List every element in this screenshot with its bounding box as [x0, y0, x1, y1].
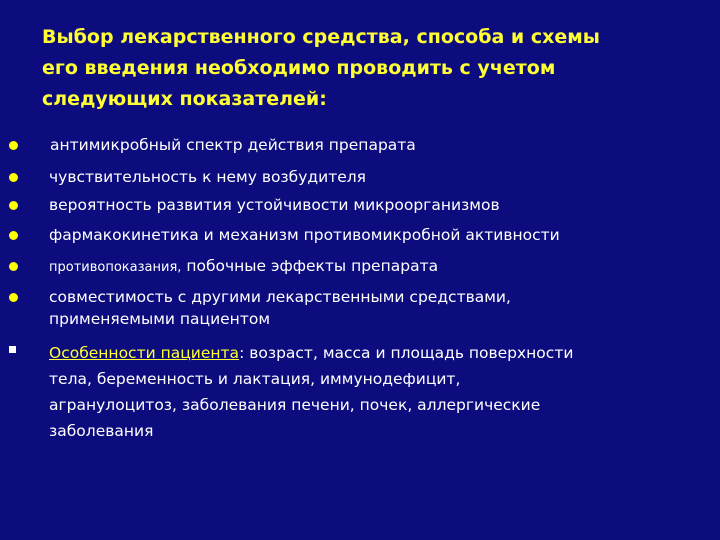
bullet-dot-icon [9, 141, 18, 150]
bullet-dot-icon [9, 201, 18, 210]
patient-features-text [49, 340, 709, 444]
list-item-text: вероятность развития устойчивости микроорганизмов [49, 196, 500, 214]
side-effects-text: побочные эффекты препарата [181, 257, 439, 275]
contraindications-text: противопоказания, [49, 260, 182, 275]
slide-title [42, 22, 682, 115]
patient-line-3: агранулоцитоз, заболевания печени, почек, аллергические [49, 396, 541, 414]
bullet-square-icon [9, 346, 16, 353]
title-line-1: Выбор лекарственного средства, способа и схемы [42, 26, 600, 48]
title-line-2: его введения необходимо проводить с учетом [42, 57, 556, 79]
patient-features-link[interactable]: Особенности пациента [49, 344, 240, 362]
list-item-line-1: совместимость с другими лекарственными средствами, [49, 288, 511, 306]
bullet-dot-icon [9, 231, 18, 240]
bullet-dot-icon [9, 173, 18, 182]
list-item-text: фармакокинетика и механизм противомикробной активности [49, 226, 560, 244]
patient-line-4: заболевания [49, 422, 154, 440]
patient-line-2: тела, беременность и лактация, иммунодефицит, [49, 370, 461, 388]
title-line-3: следующих показателей: [42, 88, 327, 110]
bullet-dot-icon [9, 262, 18, 271]
list-item-text [49, 255, 709, 279]
list-item-text [49, 286, 709, 330]
patient-line-1: : возраст, масса и площадь поверхности [239, 344, 574, 362]
bullet-dot-icon [9, 293, 18, 302]
list-item-line-2: применяемыми пациентом [49, 310, 271, 328]
list-item-text: чувствительность к нему возбудителя [49, 168, 366, 186]
list-item-text: антимикробный спектр действия препарата [50, 136, 416, 154]
